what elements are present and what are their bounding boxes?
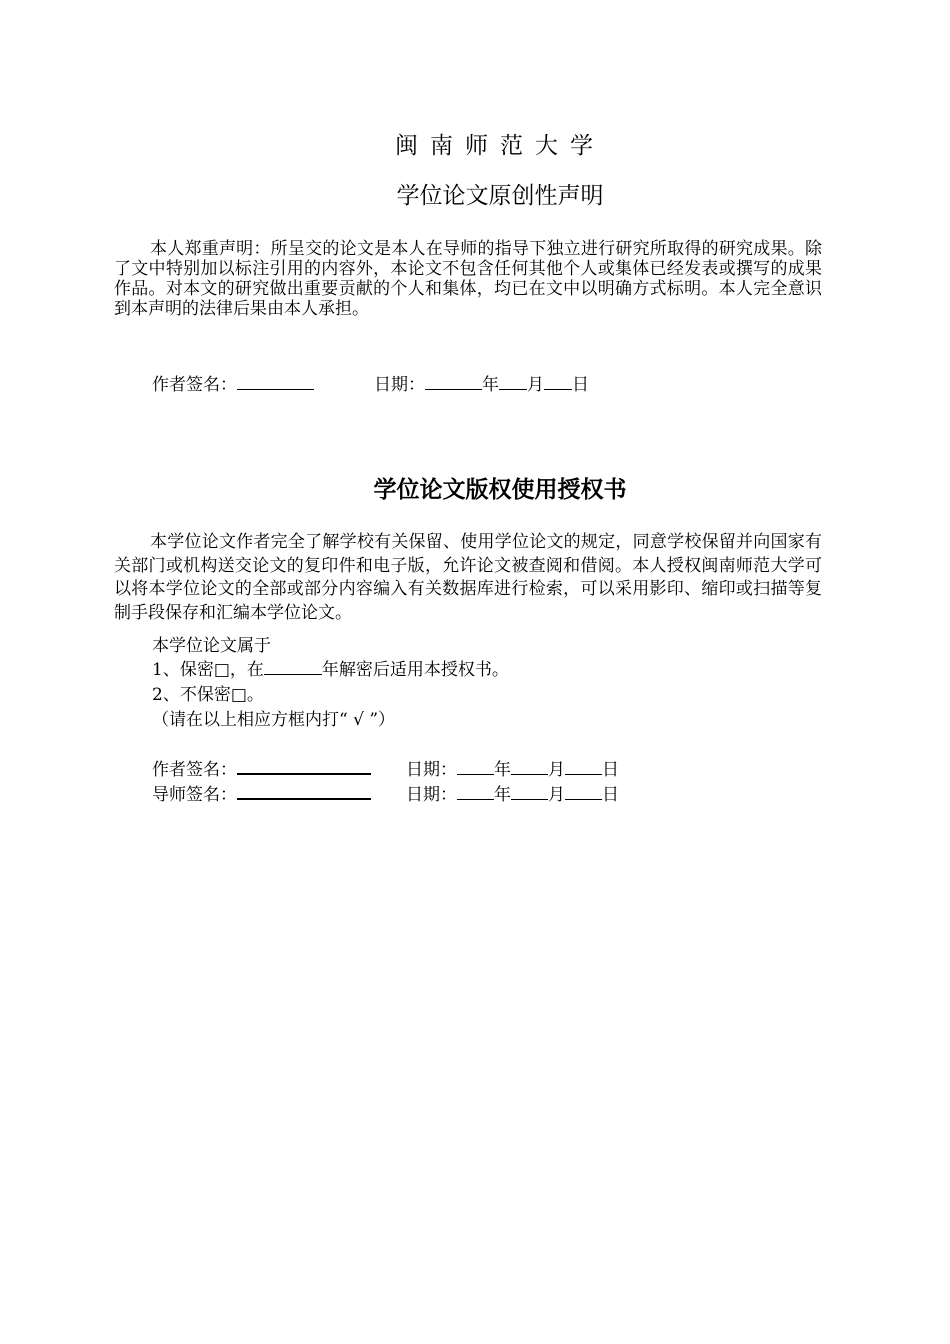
year-field[interactable] <box>425 374 482 390</box>
day-label: 日 <box>572 375 589 395</box>
month-field[interactable] <box>499 374 527 390</box>
not-confidential-checkbox[interactable]: □ <box>230 685 247 705</box>
option-not-confidential-label: 2、不保密 <box>152 685 231 705</box>
day-label: 日 <box>602 760 619 780</box>
belongs-line: 本学位论文属于 <box>152 636 271 656</box>
year-label: 年 <box>482 375 499 395</box>
year-label: 年 <box>494 785 511 805</box>
option-not-confidential <box>152 680 264 705</box>
author-signature-field[interactable] <box>237 374 314 390</box>
confidential-checkbox[interactable]: □ <box>213 660 230 680</box>
year-field[interactable] <box>457 784 494 800</box>
day-field[interactable] <box>544 374 572 390</box>
author-signature-label: 作者签名： <box>152 760 237 780</box>
option-not-confidential-suffix: 。 <box>246 685 264 705</box>
month-label: 月 <box>527 375 544 395</box>
option-confidential-middle: ，在 <box>229 660 264 680</box>
decrypt-year-field[interactable] <box>264 659 322 675</box>
day-label: 日 <box>602 785 619 805</box>
authorization-title: 学位论文版权使用授权书 <box>373 477 627 503</box>
statement-signature-line <box>152 370 589 395</box>
day-field[interactable] <box>565 784 602 800</box>
originality-statement-body: 本人郑重声明：所呈交的论文是本人在导师的指导下独立进行研究所取得的研究成果。除了文中特别加以标注引用的内容外，本论文不包含任何其他个人或集体已经发表或撰写的成果作品。对本文的研究做出重要贡献的个人和集体，均已在文中以明确方式标明。本人完全意识到本声明的法律后果由本人承担。 <box>114 239 822 319</box>
advisor-signature-label: 导师签名： <box>152 785 237 805</box>
checkbox-instruction: （请在以上相应方框内打“ √ ”） <box>152 710 396 730</box>
date-label: 日期： <box>406 760 457 780</box>
author-signature-label: 作者签名： <box>152 375 237 395</box>
month-label: 月 <box>548 760 565 780</box>
university-name: 闽南师范大学 <box>395 133 605 159</box>
day-field[interactable] <box>565 759 602 775</box>
date-label: 日期： <box>406 785 457 805</box>
date-label: 日期： <box>374 375 425 395</box>
year-label: 年 <box>494 760 511 780</box>
authorization-body: 本学位论文作者完全了解学校有关保留、使用学位论文的规定，同意学校保留并向国家有关部门或机构送交论文的复印件和电子版，允许论文被查阅和借阅。本人授权闽南师范大学可以将本学位论文的全部或部分内容编入有关数据库进行检索，可以采用影印、缩印或扫描等复制手段保存和汇编本学位论文。 <box>114 532 822 623</box>
month-field[interactable] <box>511 784 548 800</box>
author-signature-line <box>152 755 619 780</box>
advisor-signature-field[interactable] <box>237 783 371 800</box>
year-field[interactable] <box>457 759 494 775</box>
advisor-signature-line <box>152 780 619 805</box>
month-label: 月 <box>548 785 565 805</box>
option-confidential <box>152 655 509 680</box>
originality-statement-title: 学位论文原创性声明 <box>396 183 604 209</box>
author-signature-field[interactable] <box>237 758 371 775</box>
option-confidential-label: 1、保密 <box>152 660 214 680</box>
option-confidential-suffix: 年解密后适用本授权书。 <box>321 660 509 680</box>
month-field[interactable] <box>511 759 548 775</box>
